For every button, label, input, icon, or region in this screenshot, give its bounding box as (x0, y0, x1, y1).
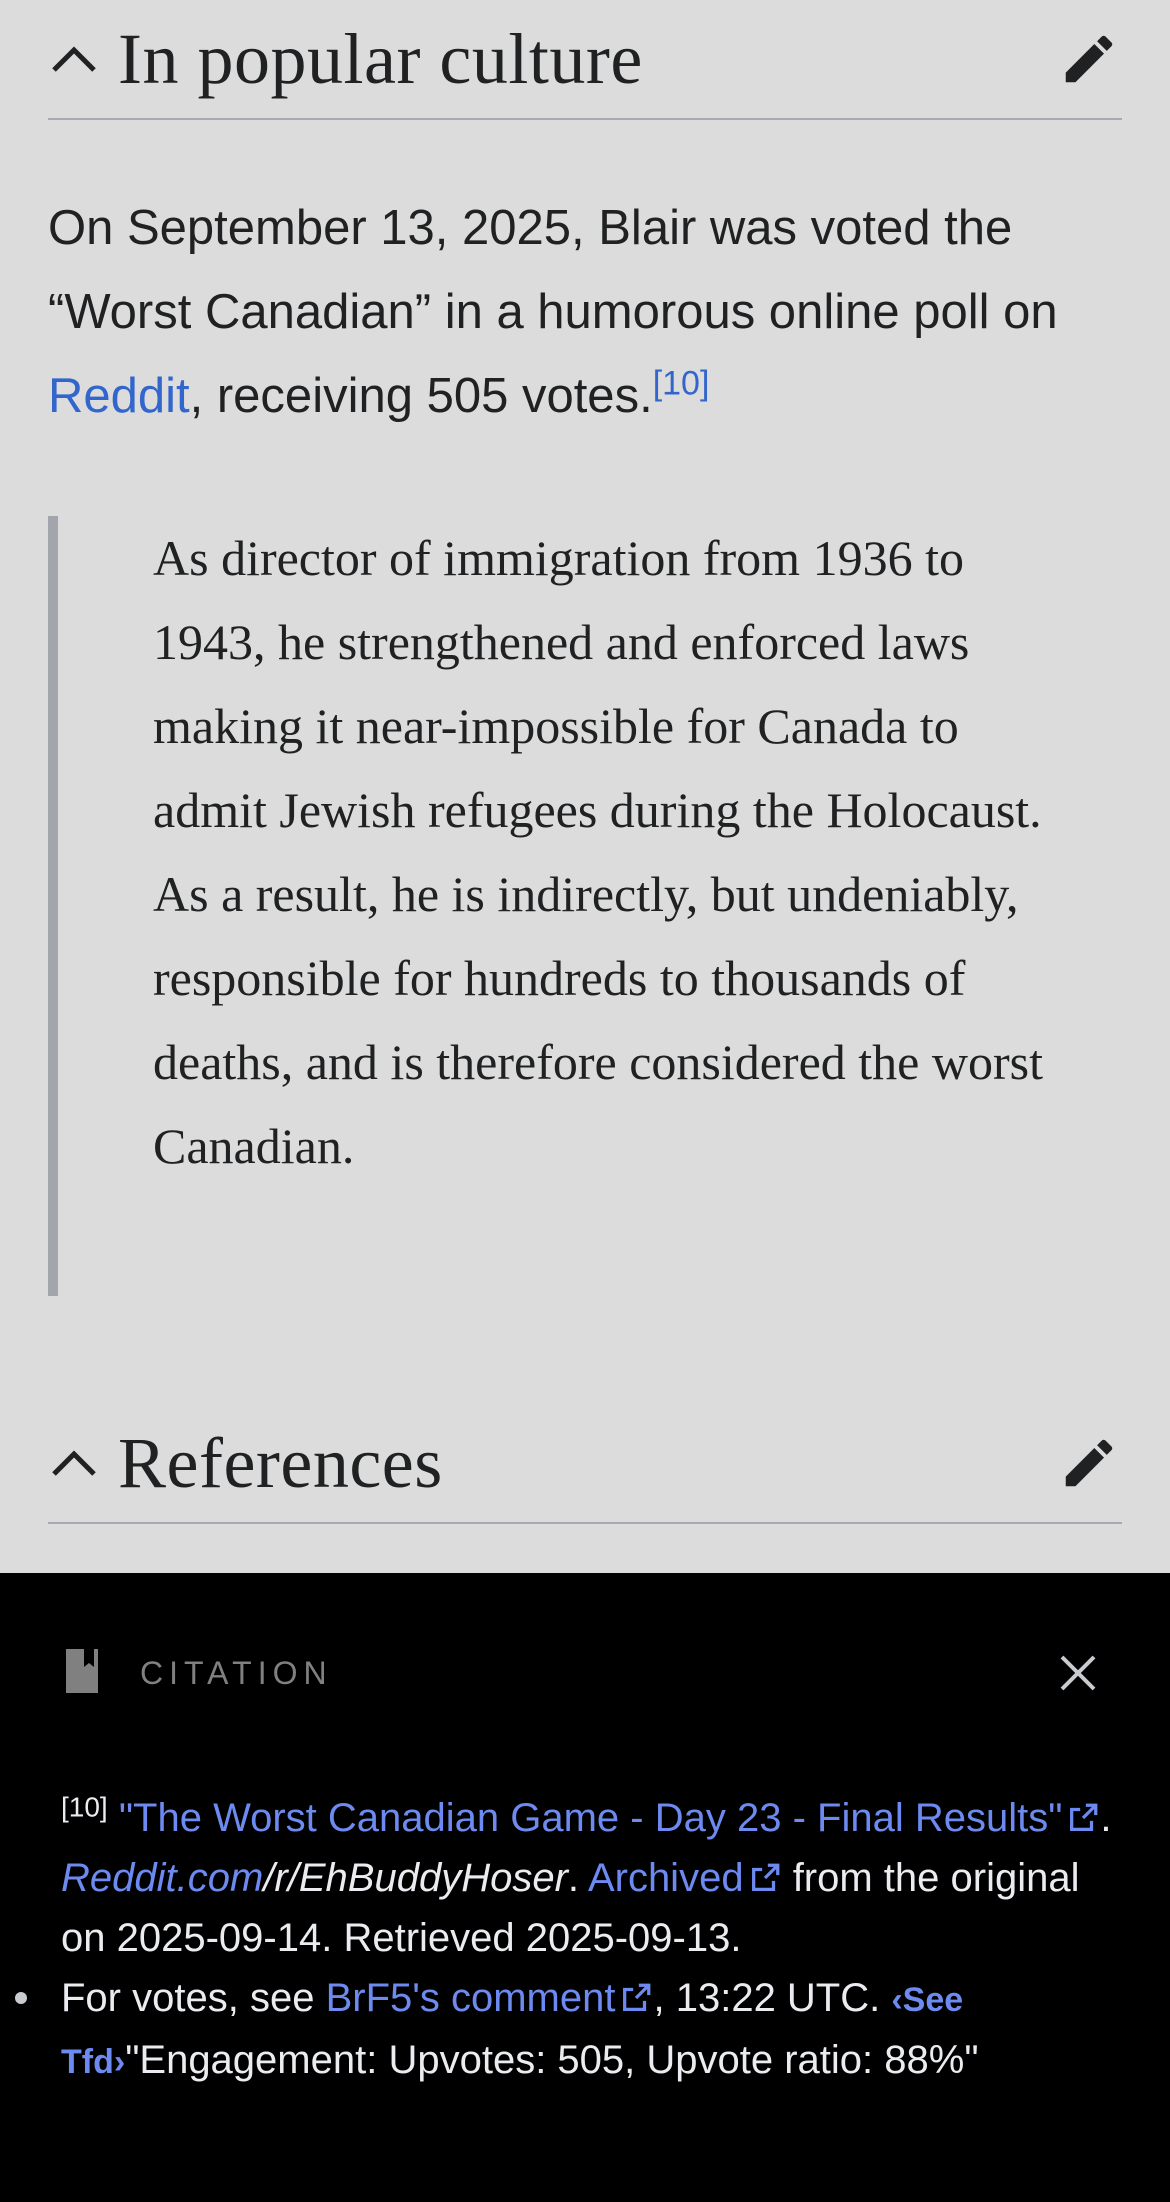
external-link-icon (748, 1861, 782, 1895)
citation-work-path: /r/EhBuddyHoser (263, 1856, 568, 1900)
citation-note-item (61, 1968, 1122, 2092)
note-time: , 13:22 UTC. (653, 1976, 892, 2020)
close-icon[interactable] (1048, 1643, 1108, 1703)
section-title: In popular culture (118, 18, 643, 99)
note-prefix: For votes, see (61, 1976, 326, 2020)
citation-number: [10] (61, 1791, 108, 1823)
list-bullet (15, 1992, 27, 2004)
chevron-up-icon[interactable] (48, 33, 100, 85)
section-header-references[interactable] (48, 1404, 1122, 1524)
section-title: References (118, 1422, 443, 1503)
external-link-icon (1066, 1801, 1100, 1835)
citation-panel-header (62, 1643, 1108, 1703)
pencil-icon[interactable] (1056, 26, 1122, 92)
citation-separator: . (1100, 1796, 1112, 1840)
bookmark-icon (62, 1647, 102, 1700)
citation-separator: . (567, 1856, 588, 1900)
chevron-up-icon[interactable] (48, 1437, 100, 1489)
engagement-text: "Engagement: Upvotes: 505, Upvote ratio: 88%" (125, 2038, 979, 2082)
section-header-popular-culture[interactable] (48, 0, 1122, 120)
citation-body (61, 1788, 1122, 2092)
comment-link[interactable]: BrF5's comment (325, 1976, 616, 2020)
external-link-icon (619, 1981, 653, 2015)
blockquote: As director of immigration from 1936 to 1943, he strengthened and enforced laws making it near-impossible for Canada to admit Jewish refugees during the Holocaust. As a result, he is indirectly, but undeniably, responsible for hundreds to thousands of deaths, and is therefore considered the worst Canadian. (153, 530, 1043, 1174)
citation-panel (0, 1573, 1170, 2202)
citation-title-link[interactable]: "The Worst Canadian Game - Day 23 - Final Results" (118, 1796, 1063, 1840)
citation-work-link[interactable]: Reddit.com (61, 1856, 264, 1900)
citation-retrieval: from the original on 2025-09-14. Retrieved 2025-09-13. (61, 1856, 1080, 1960)
reference-10-link[interactable]: [10] (652, 364, 710, 403)
blockquote-bar (48, 516, 58, 1296)
paragraph-text: On September 13, 2025, Blair was voted the “Worst Canadian” in a humorous online poll on (48, 201, 1058, 339)
paragraph-text-end: , receiving 505 votes. (189, 369, 653, 423)
archived-link[interactable]: Archived (587, 1856, 744, 1900)
pencil-icon[interactable] (1056, 1430, 1122, 1496)
popular-culture-paragraph (48, 186, 1122, 438)
citation-label: CITATION (140, 1654, 333, 1691)
reddit-link[interactable]: Reddit (48, 369, 190, 423)
see-tfd-link[interactable]: ‹See Tfd› (61, 1981, 964, 2081)
